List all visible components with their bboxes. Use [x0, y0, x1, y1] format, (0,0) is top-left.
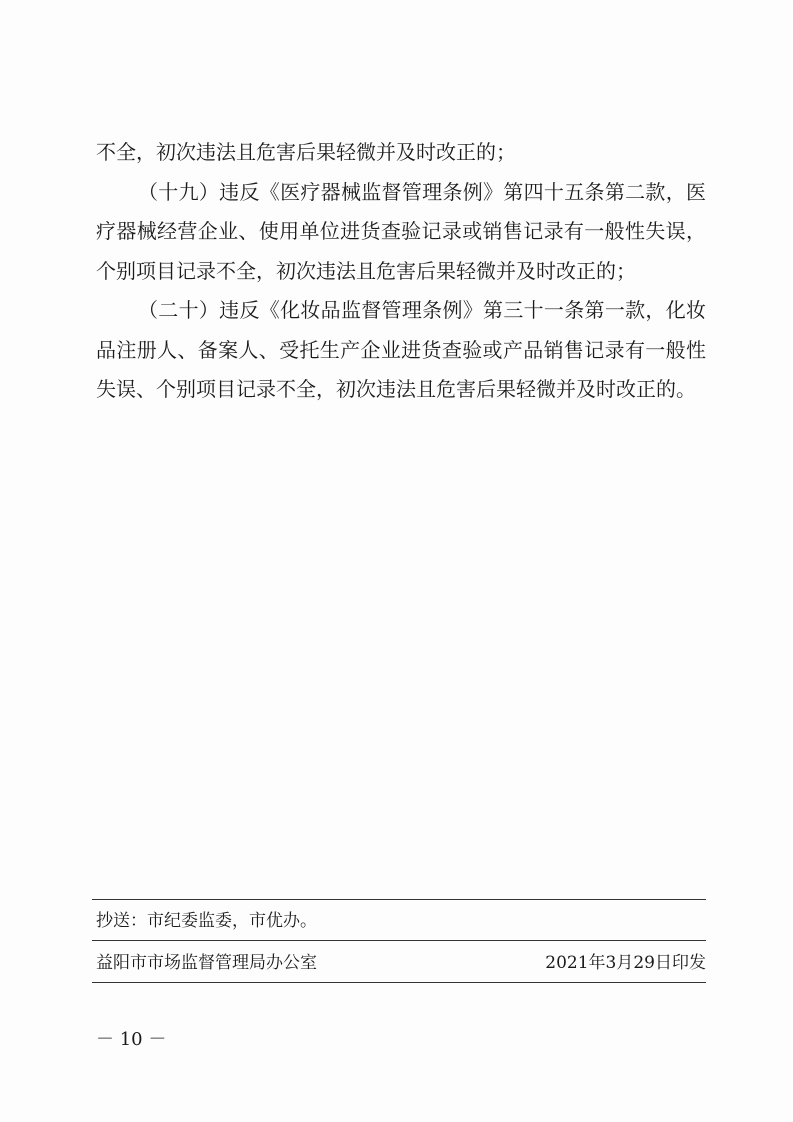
- page-number: － 10 －: [96, 1029, 167, 1050]
- print-date: 2021年3月29日印发: [545, 953, 706, 973]
- issuer-line: [96, 951, 706, 975]
- footer-top-rule: [92, 899, 706, 900]
- footer-bottom-rule: [92, 982, 706, 983]
- footer-middle-rule: [92, 940, 706, 941]
- issuer-name: 益阳市市场监督管理局办公室: [96, 953, 317, 973]
- cc-line: 抄送：市纪委监委，市优办。: [96, 911, 317, 931]
- paragraph-item-19: （十九）违反《医疗器械监督管理条例》第四十五条第二款，医疗器械经营企业、使用单位进货查验记录或销售记录有一般性失误，个别项目记录不全，初次违法且危害后果轻微并及时改正的；: [96, 179, 706, 283]
- body-text: [96, 133, 706, 410]
- paragraph-item-20: （二十）违反《化妆品监督管理条例》第三十一条第一款，化妆品注册人、备案人、受托生产企业进货查验或产品销售记录有一般性失误、个别项目记录不全，初次违法且危害后果轻微并及时改正的。: [96, 298, 706, 401]
- paragraph-continuation: 不全，初次违法且危害后果轻微并及时改正的；: [96, 140, 516, 164]
